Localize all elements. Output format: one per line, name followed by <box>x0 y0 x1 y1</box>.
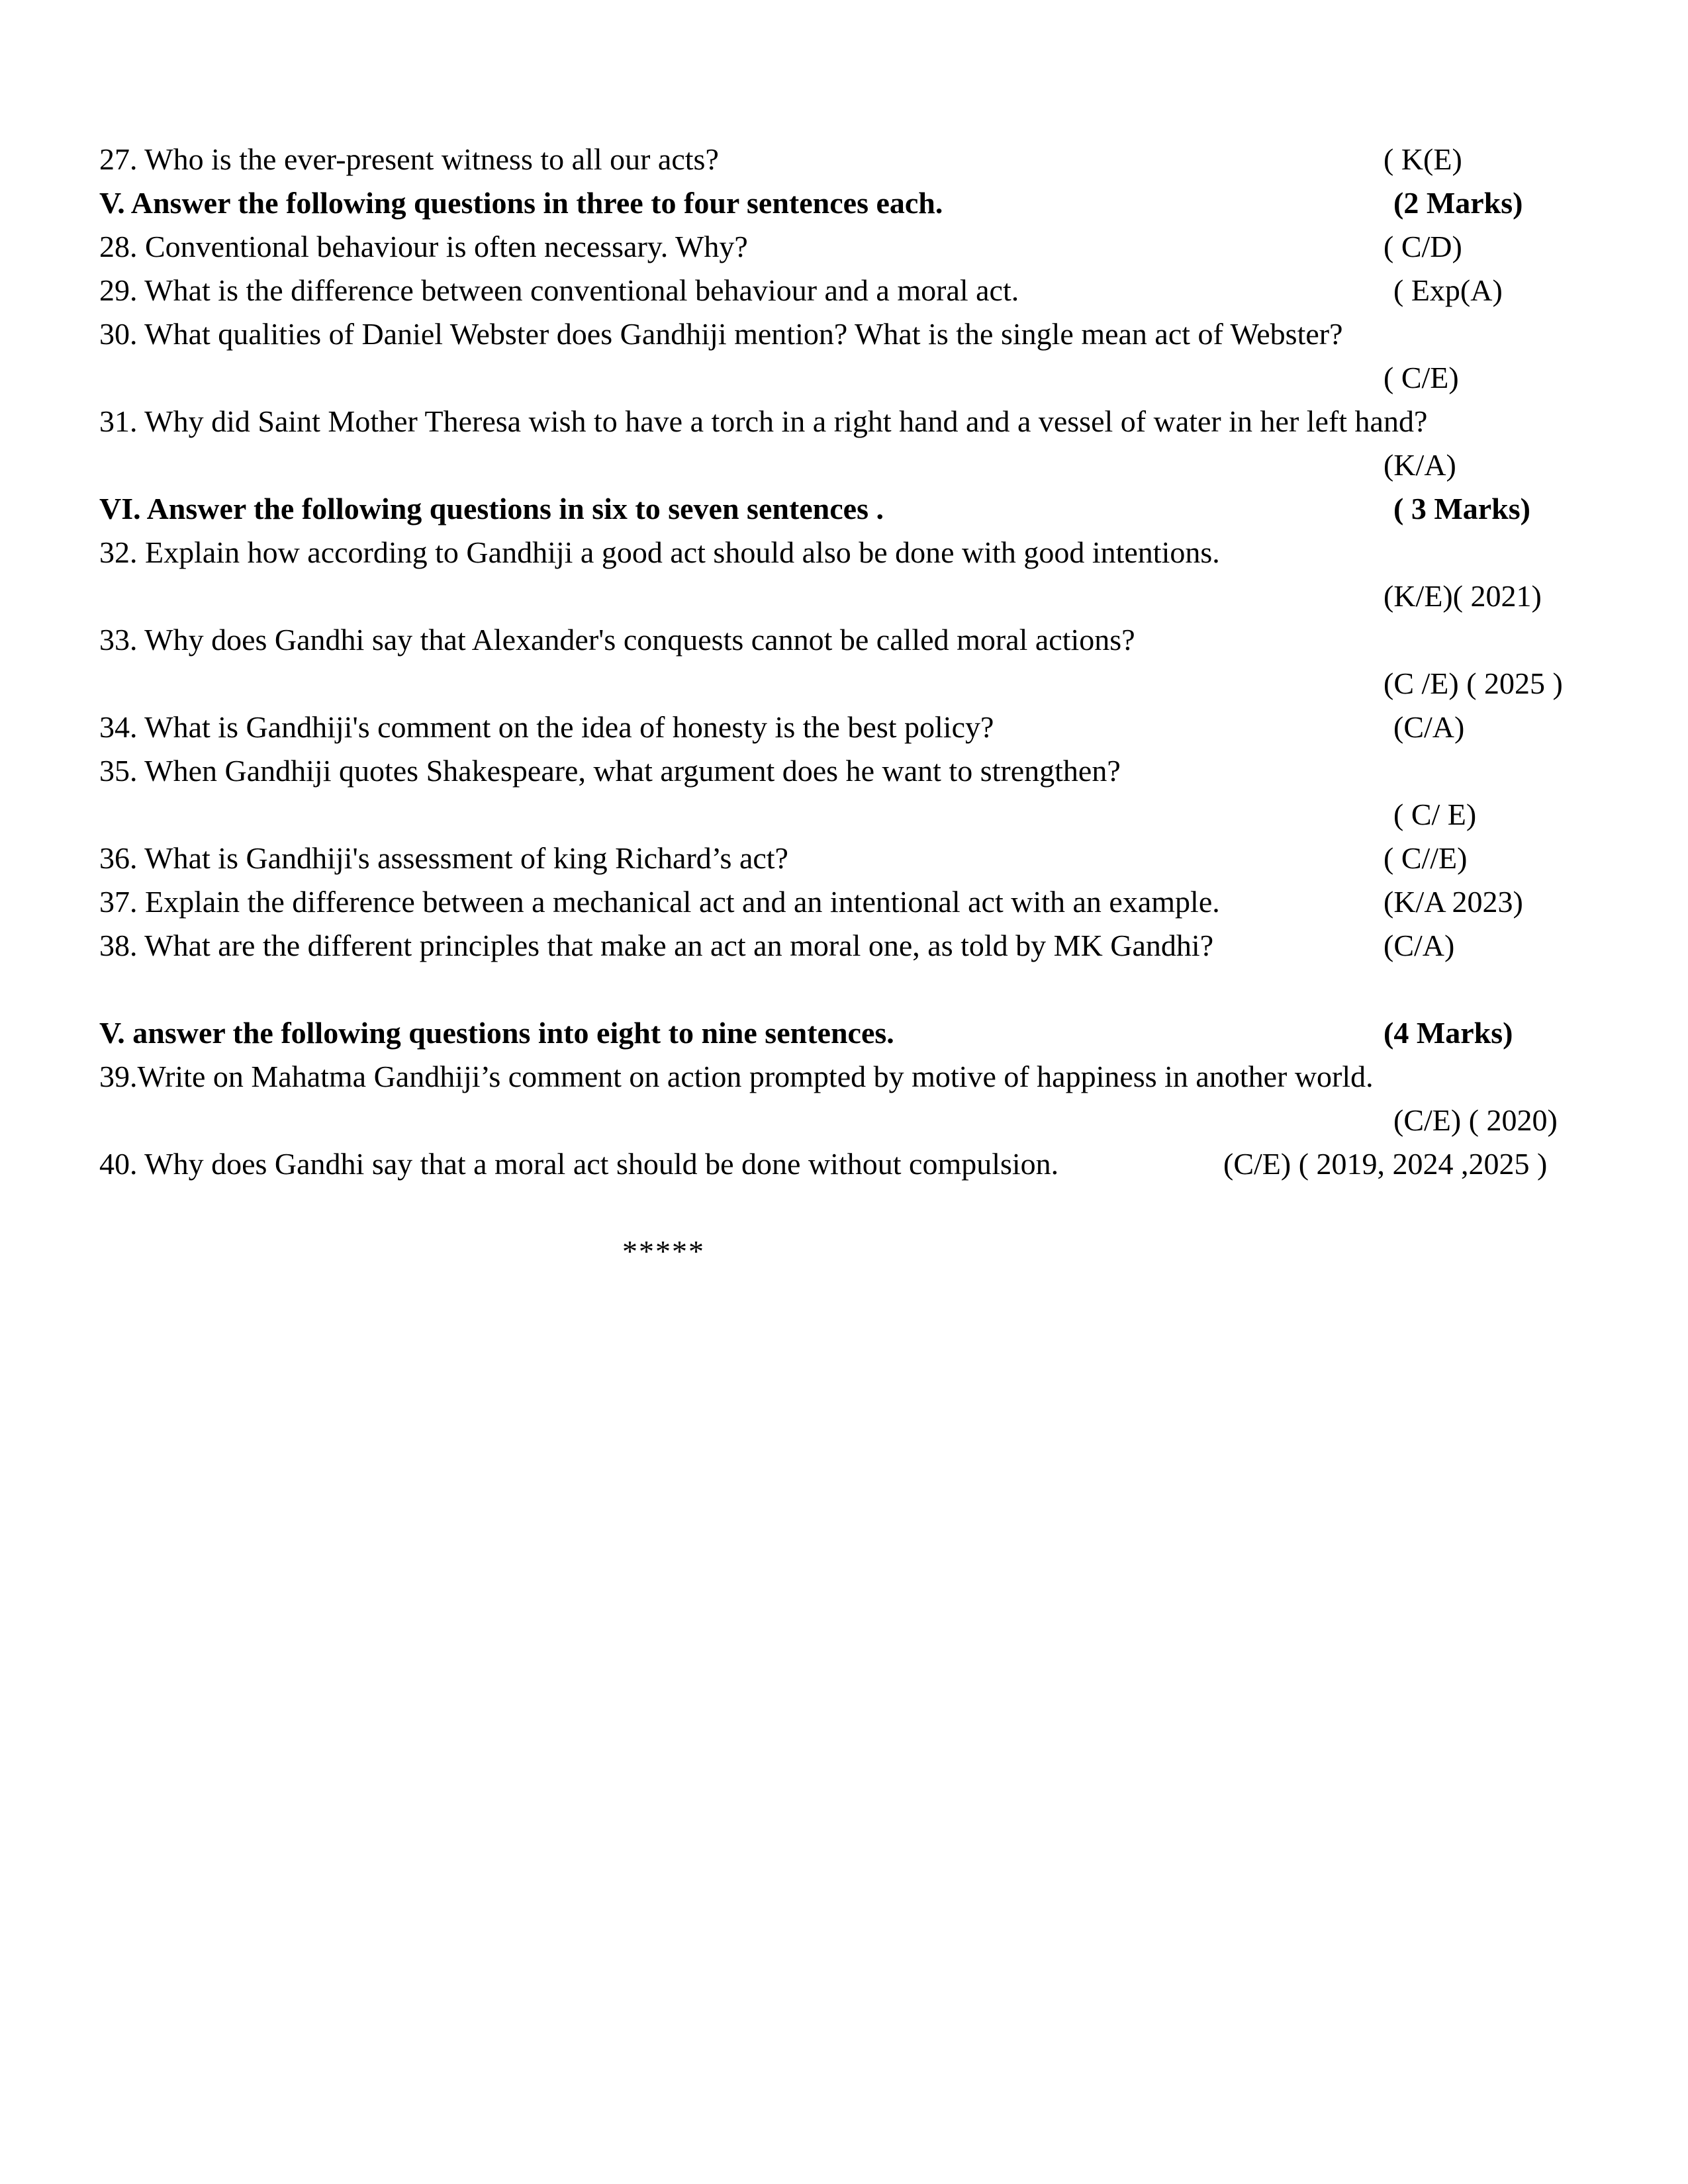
question-mark: (K/E)( 2021) <box>1383 579 1542 613</box>
question-30-mark-line <box>99 356 1589 400</box>
question-mark: ( Exp(A) <box>1393 273 1503 307</box>
question-text: 31. Why did Saint Mother Theresa wish to have a torch in a right hand and a vessel of water in her left hand? <box>99 404 1428 438</box>
question-31-mark-line <box>99 443 1589 487</box>
question-27 <box>99 138 1589 181</box>
question-text: 33. Why does Gandhi say that Alexander's conquests cannot be called moral actions? <box>99 623 1135 657</box>
question-37 <box>99 880 1589 924</box>
question-text: 40. Why does Gandhi say that a moral act should be done without compulsion. <box>99 1147 1059 1181</box>
question-28 <box>99 225 1589 269</box>
section-marks: (4 Marks) <box>1383 1016 1513 1050</box>
question-text: 30. What qualities of Daniel Webster does Gandhiji mention? What is the single mean act of Webster? <box>99 317 1343 351</box>
question-mark: ( C/E) <box>1383 361 1459 394</box>
question-mark: (C /E) ( 2025 ) <box>1383 666 1563 700</box>
question-35 <box>99 749 1589 793</box>
question-mark: ( C/D) <box>1383 230 1462 263</box>
question-text: 39.Write on Mahatma Gandhiji’s comment on action prompted by motive of happiness in another world. <box>99 1060 1374 1093</box>
question-mark: ( C//E) <box>1383 841 1468 875</box>
section-title: VI. Answer the following questions in six to seven sentences . <box>99 492 884 525</box>
question-mark: ( K(E) <box>1383 142 1462 176</box>
question-mark: (C/E) ( 2020) <box>1393 1103 1558 1137</box>
question-text: 29. What is the difference between conventional behaviour and a moral act. <box>99 273 1019 307</box>
question-36 <box>99 837 1589 880</box>
section-title: V. answer the following questions into eight to nine sentences. <box>99 1016 894 1050</box>
section-marks: (2 Marks) <box>1393 186 1523 220</box>
question-text: 32. Explain how according to Gandhiji a good act should also be done with good intentions. <box>99 535 1220 569</box>
section-v-long-heading <box>99 1011 1589 1055</box>
question-mark: (C/A) <box>1393 710 1465 744</box>
question-31 <box>99 400 1589 443</box>
question-text: 28. Conventional behaviour is often necessary. Why? <box>99 230 748 263</box>
section-v-heading <box>99 181 1589 225</box>
question-35-mark-line <box>99 793 1589 837</box>
question-mark: (C/A) <box>1383 929 1455 962</box>
question-30 <box>99 312 1589 356</box>
question-mark: (K/A) <box>1383 448 1456 482</box>
question-32-mark-line <box>99 574 1589 618</box>
question-38 <box>99 924 1589 968</box>
question-mark: (C/E) ( 2019, 2024 ,2025 ) <box>1223 1147 1548 1181</box>
question-text: 27. Who is the ever-present witness to all our acts? <box>99 142 719 176</box>
question-text: 36. What is Gandhiji's assessment of king Richard’s act? <box>99 841 788 875</box>
question-text: 37. Explain the difference between a mechanical act and an intentional act with an example. <box>99 885 1220 919</box>
question-mark: (K/A 2023) <box>1383 885 1523 919</box>
question-39-mark-line <box>99 1099 1589 1142</box>
question-32 <box>99 531 1589 574</box>
question-34 <box>99 705 1589 749</box>
section-marks: ( 3 Marks) <box>1393 492 1530 525</box>
question-mark: ( C/ E) <box>1393 797 1477 831</box>
question-40 <box>99 1142 1589 1186</box>
question-29 <box>99 269 1589 312</box>
question-text: 38. What are the different principles that make an act an moral one, as told by MK Gandhi? <box>99 929 1214 962</box>
question-text: 35. When Gandhiji quotes Shakespeare, what argument does he want to strengthen? <box>99 754 1121 788</box>
question-text: 34. What is Gandhiji's comment on the idea of honesty is the best policy? <box>99 710 994 744</box>
section-title: V. Answer the following questions in three to four sentences each. <box>99 186 943 220</box>
end-mark: ***** <box>622 1234 705 1268</box>
question-33-mark-line <box>99 662 1589 705</box>
question-39 <box>99 1055 1589 1099</box>
section-vi-heading <box>99 487 1589 531</box>
question-33 <box>99 618 1589 662</box>
